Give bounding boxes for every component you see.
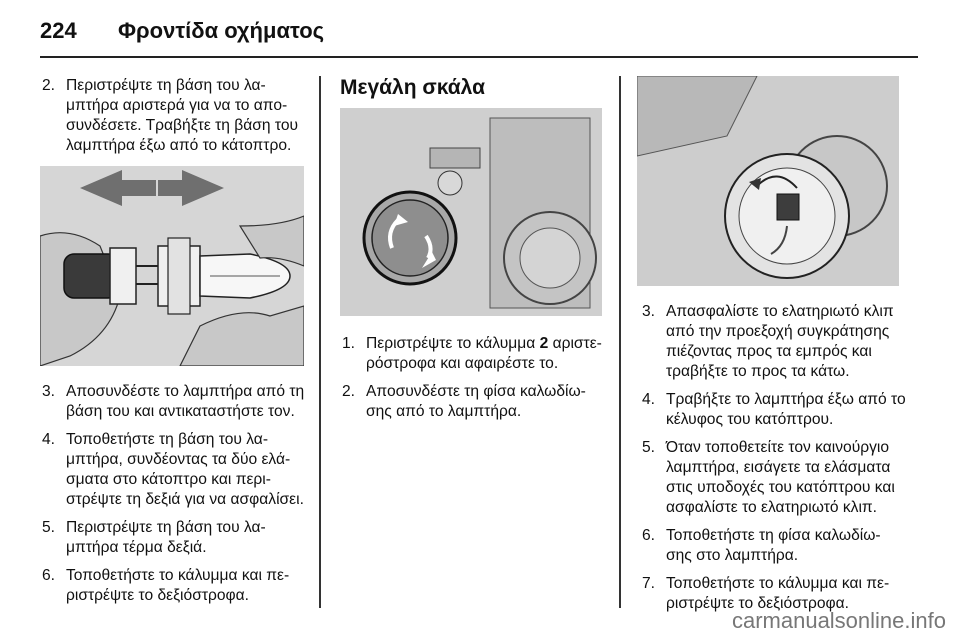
step-number: 7. (642, 575, 656, 592)
list-item (342, 334, 608, 374)
bulb-clip-drawing (637, 76, 899, 286)
list-item (42, 430, 312, 510)
step-number: 2. (342, 383, 356, 400)
headlamp-cover-drawing (340, 108, 602, 316)
step-text: Τραβήξτε το λαμπτήρα έξω από το κέλυφος του κατόπτρου. (666, 391, 906, 428)
step-number: 3. (642, 303, 656, 320)
list-item (42, 566, 312, 606)
step-text: Αποσυνδέστε το λαμπτήρα από τη βάση του και αντικαταστήστε τον. (66, 383, 305, 420)
header-divider (40, 56, 918, 58)
list-item (642, 302, 906, 382)
step-text: Τοποθετήστε τη φίσα καλωδίω-σης στο λαμπτήρα. (666, 527, 881, 564)
list-item (642, 438, 906, 518)
left-steps-bottom (42, 382, 312, 614)
step-text (366, 334, 608, 374)
section-title: Μεγάλη σκάλα (340, 76, 486, 99)
chapter-title: Φροντίδα οχήματος (118, 18, 325, 43)
step-number: 2. (42, 77, 56, 94)
step-number: 4. (42, 431, 56, 448)
step-number: 6. (642, 527, 656, 544)
step-text: Περιστρέψτε τη βάση του λα-μπτήρα αριστερά για να το απο-συνδέσετε. Τραβήξτε τη βάση του λαμπτήρα έξω από το κάτοπτρο. (66, 77, 299, 154)
left-steps-top (42, 76, 310, 164)
watermark-text: carmanualsonline.info (731, 608, 946, 633)
step-text-part: αριστε-ρόστροφα και αφαιρέστε το. (366, 335, 602, 372)
list-item (42, 518, 312, 558)
step-text: Αποσυνδέστε τη φίσα καλωδίω-σης από το λαμπτήρα. (366, 383, 586, 420)
list-item (42, 382, 312, 422)
column-divider-right (619, 76, 621, 608)
list-item (42, 76, 310, 156)
step-text: Περιστρέψτε τη βάση του λα-μπτήρα τέρμα δεξιά. (66, 519, 266, 556)
page-header (40, 14, 920, 54)
step-number: 1. (342, 335, 356, 352)
bulb-clip-illustration (637, 76, 899, 286)
cover-reference-number: 2 (539, 335, 549, 352)
middle-steps (342, 334, 608, 430)
bulb-removal-illustration (40, 166, 304, 366)
headlamp-cover-illustration (340, 108, 602, 316)
list-item (642, 526, 906, 566)
step-number: 4. (642, 391, 656, 408)
step-text-part: Περιστρέψτε το κάλυμμα (366, 335, 540, 352)
list-item (642, 390, 906, 430)
step-number: 5. (642, 439, 656, 456)
watermark (732, 608, 946, 634)
right-steps (642, 302, 906, 622)
bulb-and-socket-drawing (40, 166, 304, 366)
step-text: Όταν τοποθετείτε τον καινούργιο λαμπτήρα, εισάγετε τα ελάσματα στις υποδοχές του κατόπτρου και ασφαλίστε το ελατηριωτό κλιπ. (666, 439, 895, 516)
step-number: 3. (42, 383, 56, 400)
step-text: Τοποθετήστε τη βάση του λα-μπτήρα, συνδέοντας τα δύο ελά-σματα στο κάτοπτρο και περι-στρέψτε τη δεξιά για να ασφαλίσει. (66, 431, 304, 508)
list-item (342, 382, 608, 422)
step-number: 6. (42, 567, 56, 584)
step-text: Τοποθετήστε το κάλυμμα και πε-ριστρέψτε το δεξιόστροφα. (666, 575, 890, 612)
column-divider-left (319, 76, 321, 608)
step-text: Τοποθετήστε το κάλυμμα και πε-ριστρέψτε το δεξιόστροφα. (66, 567, 290, 604)
step-number: 5. (42, 519, 56, 536)
page-number: 224 (40, 18, 77, 43)
step-text: Απασφαλίστε το ελατηριωτό κλιπ από την προεξοχή συγκράτησης πιέζοντας προς τα εμπρός και τραβήξτε το προς τα κάτω. (666, 303, 894, 380)
